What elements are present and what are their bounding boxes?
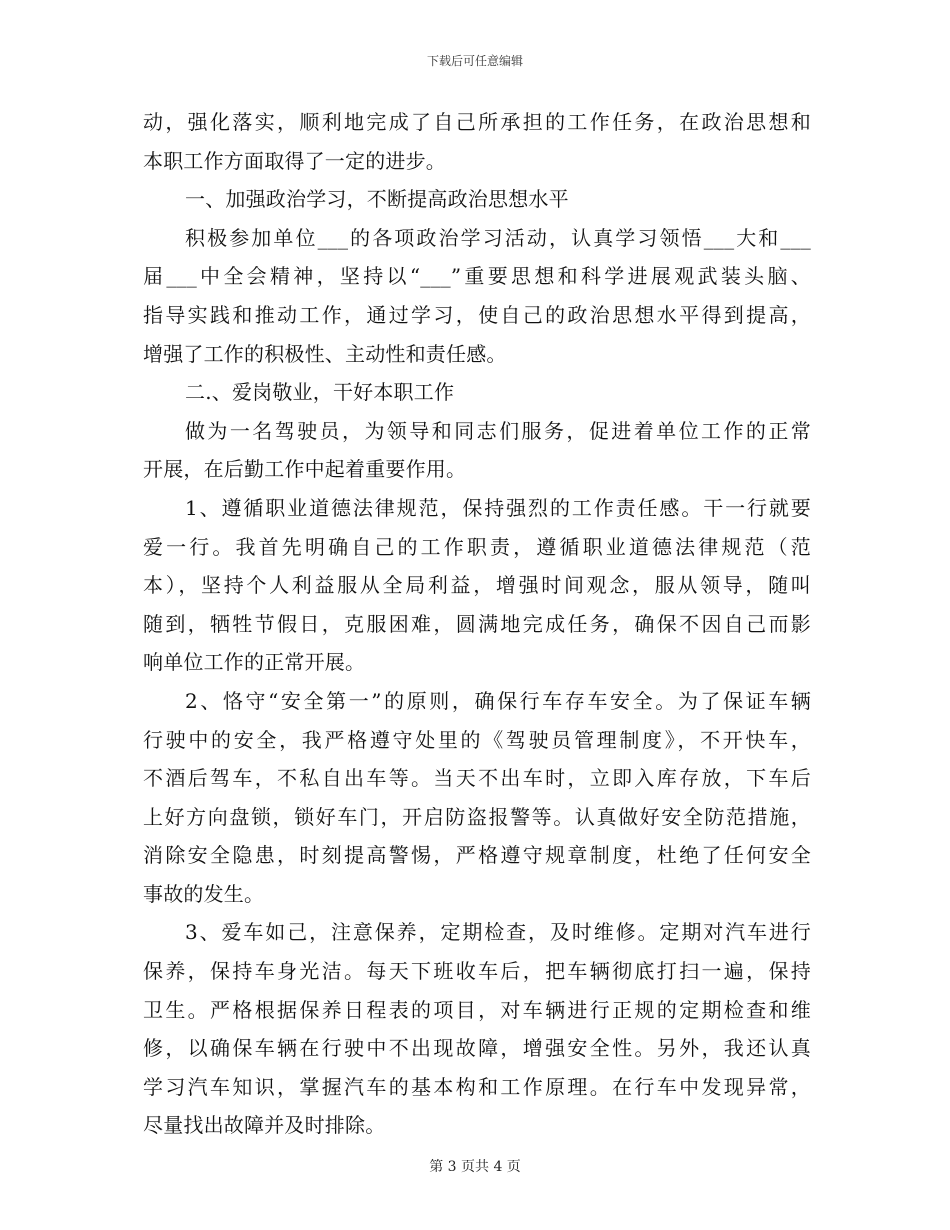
paragraph-line: 1、遵循职业道德法律规范，保持强烈的工作责任感。干一行就要 (185, 495, 811, 520)
paragraph-line: 指导实践和推动工作，通过学习，使自己的政治思想水平得到提高， (143, 302, 811, 327)
paragraph-line: 行驶中的安全，我严格遵守处里的《驾驶员管理制度》，不开快车， (143, 727, 811, 752)
paragraph-line: 保养，保持车身光洁。每天下班收车后，把车辆彻底打扫一遍，保持 (143, 959, 811, 984)
paragraph-line: 届___中全会精神，坚持以“___”重要思想和科学进展观武装头脑、 (143, 264, 811, 289)
paragraph-line: 做为一名驾驶员，为领导和同志们服务，促进着单位工作的正常 (185, 418, 811, 443)
paragraph-line: 开展，在后勤工作中起着重要作用。 (143, 457, 467, 482)
paragraph-line: 修，以确保车辆在行驶中不出现故障，增强安全性。另外，我还认真 (143, 1036, 811, 1061)
paragraph-line: 2、恪守“安全第一”的原则，确保行车存车安全。为了保证车辆 (185, 688, 811, 713)
paragraph-line: 不酒后驾车，不私自出车等。当天不出车时，立即入库存放，下车后 (143, 766, 811, 791)
paragraph-line: 动，强化落实，顺利地完成了自己所承担的工作任务，在政治思想和 (143, 110, 811, 134)
paragraph-line: 本职工作方面取得了一定的进步。 (143, 148, 446, 173)
document-body (143, 103, 811, 1145)
page-footer: 第 3 页共 4 页 (429, 1159, 521, 1175)
section-heading: 一、加强政治学习，不断提高政治思想水平 (185, 187, 569, 212)
paragraph-line: 尽量找出故障并及时排除。 (143, 1113, 386, 1138)
paragraph-line: 事故的发生。 (143, 881, 265, 906)
paragraph-line: 随到，牺牲节假日，克服困难，圆满地完成任务，确保不因自己而影 (143, 611, 811, 636)
paragraph-line: 爱一行。我首先明确自己的工作职责，遵循职业道德法律规范（范 (143, 534, 811, 559)
page-header: 下载后可任意编辑 (426, 54, 523, 68)
paragraph-line: 消除安全隐患，时刻提高警惕，严格遵守规章制度，杜绝了任何安全 (143, 843, 811, 868)
section-heading: 二.、爱岗敬业，干好本职工作 (185, 380, 455, 405)
paragraph-line: 积极参加单位___的各项政治学习活动，认真学习领悟___大和___ (185, 225, 811, 250)
paragraph-line: 增强了工作的积极性、主动性和责任感。 (143, 341, 507, 366)
paragraph-line: 学习汽车知识，掌握汽车的基本构和工作原理。在行车中发现异常， (143, 1074, 811, 1099)
paragraph-line: 响单位工作的正常开展。 (143, 650, 366, 675)
paragraph-line: 卫生。严格根据保养日程表的项目，对车辆进行正规的定期检查和维 (143, 997, 811, 1022)
paragraph-line: 本），坚持个人利益服从全局利益，增强时间观念，服从领导，随叫 (143, 573, 811, 598)
paragraph-line: 3、爱车如己，注意保养，定期检查，及时维修。定期对汽车进行 (185, 920, 811, 945)
paragraph-line: 上好方向盘锁，锁好车门，开启防盗报警等。认真做好安全防范措施， (143, 804, 811, 829)
